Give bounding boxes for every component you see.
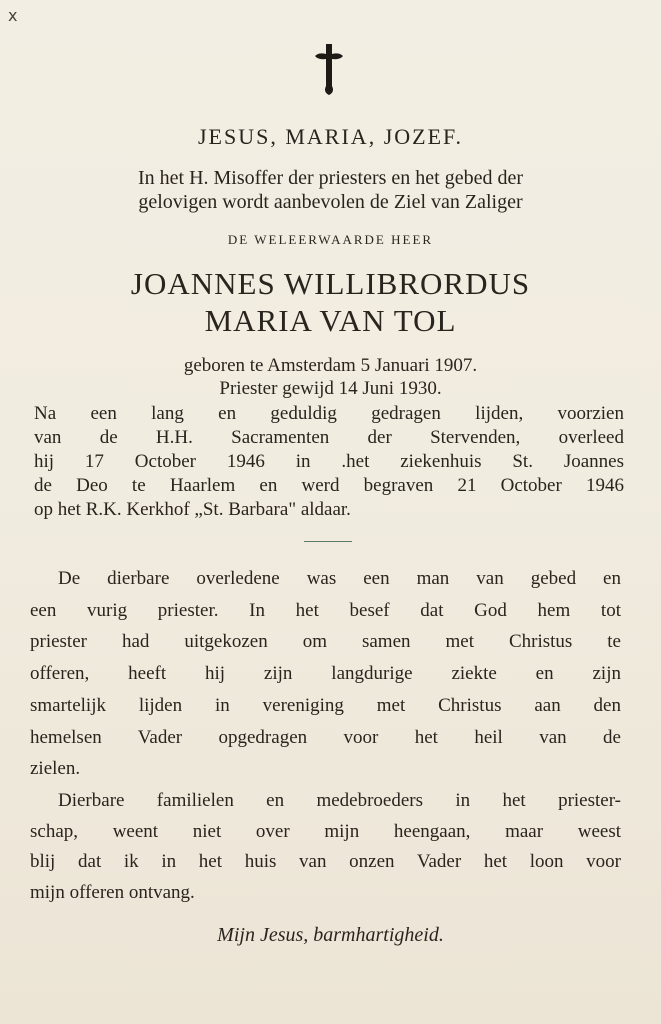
paragraph-line: een vurig priester. In het besef dat God hem tot bbox=[30, 599, 621, 621]
bio-line: hij 17 October 1946 in .het ziekenhuis St. Joannes bbox=[34, 451, 624, 472]
date-line: Priester gewijd 14 Juni 1930. bbox=[219, 378, 442, 399]
honorific-title: DE WELEERWAARDE HEER bbox=[227, 232, 434, 247]
deceased-name bbox=[0, 265, 661, 339]
paragraph-line: mijn offeren ontvang. bbox=[30, 881, 195, 903]
name-line: JOANNES WILLIBRORDUS bbox=[130, 266, 531, 301]
paragraph-line: De dierbare overledene was een man van gebed en bbox=[58, 568, 621, 589]
paragraph-line: blij dat ik in het huis van onzen Vader het loon voor bbox=[30, 851, 621, 872]
paragraph-line: offeren, heeft hij zijn langdurige ziekte en zijn bbox=[30, 663, 621, 685]
paragraph-line: zielen. bbox=[30, 758, 81, 780]
intro-text bbox=[0, 166, 661, 214]
life-dates bbox=[0, 354, 661, 400]
corner-mark: x bbox=[8, 6, 18, 25]
closing-prayer: Mijn Jesus, barmhartigheid. bbox=[217, 924, 444, 946]
paragraph-farewell bbox=[30, 786, 621, 908]
paragraph-line: priester had uitgekozen om samen met Christus te bbox=[30, 631, 621, 653]
bio-line: op het R.K. Kerkhof „St. Barbara" aldaar. bbox=[34, 499, 351, 520]
intro-line: gelovigen wordt aanbevolen de Ziel van Zaliger bbox=[138, 191, 523, 213]
paragraph-line: hemelsen Vader opgedragen voor het heil van de bbox=[30, 726, 621, 748]
paragraph-line: Dierbare familielen en medebroeders in het priester- bbox=[58, 790, 621, 811]
bio-line: Na een lang en geduldig gedragen lijden, voorzien bbox=[34, 403, 624, 424]
cross-icon bbox=[309, 42, 349, 96]
header-invocation: JESUS, MARIA, JOZEF. bbox=[198, 124, 463, 149]
biography bbox=[34, 402, 624, 522]
paragraph-line: schap, weent niet over mijn heengaan, maar weest bbox=[30, 820, 621, 842]
intro-line: In het H. Misoffer der priesters en het gebed der bbox=[137, 167, 524, 189]
name-line: MARIA VAN TOL bbox=[204, 303, 457, 338]
separator-line bbox=[304, 541, 352, 542]
date-line: geboren te Amsterdam 5 Januari 1907. bbox=[183, 355, 478, 376]
bio-line: van de H.H. Sacramenten der Stervenden, overleed bbox=[34, 427, 624, 448]
bio-line: de Deo te Haarlem en werd begraven 21 October 1946 bbox=[34, 475, 624, 496]
paragraph-line: smartelijk lijden in vereniging met Christus aan den bbox=[30, 694, 621, 716]
paragraph-tribute bbox=[30, 563, 621, 785]
